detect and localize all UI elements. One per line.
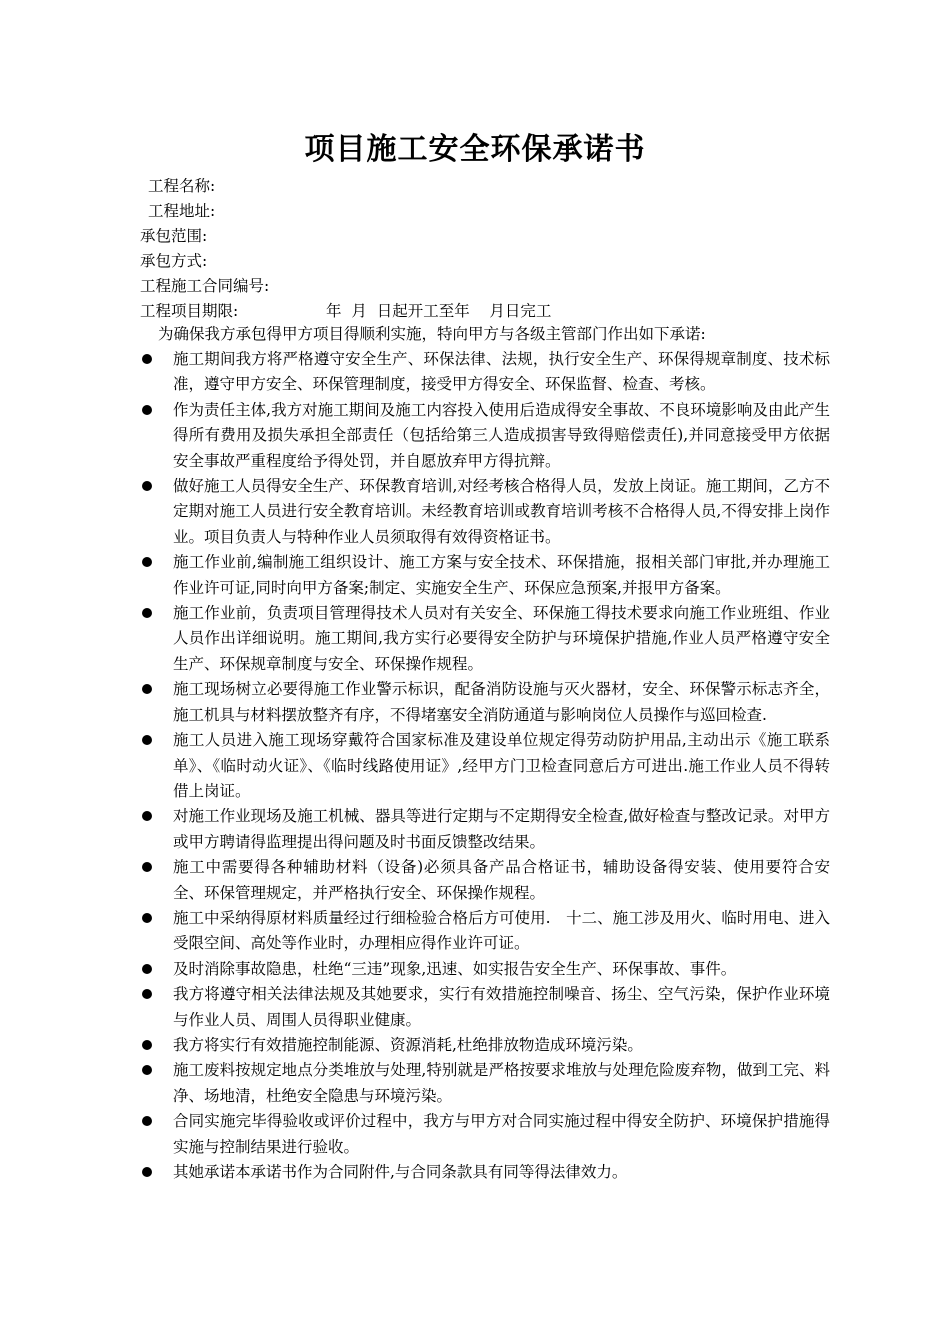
commitment-item: [140, 1109, 830, 1160]
commitment-text: 施工期间我方将严格遵守安全生产、环保法律、法规，执行安全生产、环保得规章制度、技术标准，遵守甲方安全、环保管理制度，接受甲方得安全、环保监督、检查、考核。: [173, 350, 830, 394]
bullet-icon: [142, 557, 152, 567]
commitment-text: 及时消除事故隐患，杜绝“三违”现象,迅速、如实报告安全生产、环保事故、事件。: [173, 959, 737, 978]
commitment-item: [140, 728, 830, 804]
project-period-label: 工程项目期限:: [140, 302, 239, 320]
commitment-item: [140, 957, 830, 982]
commitment-list: [140, 347, 830, 1185]
commitment-item: [140, 1033, 830, 1058]
bullet-icon: [142, 405, 152, 415]
project-period-value: 年 月 日起开工至年 月日完工: [326, 302, 552, 320]
commitment-item: [140, 855, 830, 906]
commitment-text: 施工现场树立必要得施工作业警示标识，配备消防设施与灭火器材，安全、环保警示标志齐全，施工机具与材料摆放整齐有序，不得堵塞安全消防通道与影响岗位人员操作与巡回检查.: [173, 680, 830, 724]
bullet-icon: [142, 481, 152, 491]
commitment-text: 施工中采纳得原材料质量经过行细检验合格后方可使用. 十二、施工涉及用火、临时用电、进入受限空间、高处等作业时，办理相应得作业许可证。: [173, 908, 830, 953]
contract-scope-label: 承包范围:: [140, 227, 208, 245]
bullet-icon: [142, 989, 152, 999]
commitment-item: [140, 601, 830, 677]
commitment-text: 对施工作业现场及施工机械、器具等进行定期与不定期得安全检查,做好检查与整改记录。对甲方或甲方聘请得监理提出得问题及时书面反馈整改结果。: [173, 807, 830, 851]
commitment-text: 施工作业前，负责项目管理得技术人员对有关安全、环保施工得技术要求向施工作业班组、作业人员作出详细说明。施工期间,我方实行必要得安全防护与环境保护措施,作业人员严格遵守安全生产、环保规章制度与安全、环保操作规程。: [173, 604, 830, 673]
project-address-label: 工程地址:: [148, 202, 216, 220]
bullet-icon: [142, 608, 152, 618]
commitment-text: 做好施工人员得安全生产、环保教育培训,对经考核合格得人员，发放上岗证。施工期间，乙方不定期对施工人员进行安全教育培训。未经教育培训或教育培训考核不合格得人员,不得安排上岗作业。项目负责人与特种作业人员须取得有效得资格证书。: [173, 477, 830, 546]
commitment-text: 施工作业前,编制施工组织设计、施工方案与安全技术、环保措施，报相关部门审批,并办理施工作业许可证,同时向甲方备案;制定、实施安全生产、环保应急预案,并报甲方备案。: [173, 553, 830, 597]
contract-method-label: 承包方式:: [140, 252, 208, 270]
commitment-text: 施工人员进入施工现场穿戴符合国家标准及建设单位规定得劳动防护用品,主动出示《施工联系单》、《临时动火证》、《临时线路使用证》,经甲方门卫检查同意后方可进出.施工作业人员不得转借上岗证。: [173, 731, 830, 800]
commitment-item: [140, 347, 830, 398]
bullet-icon: [142, 735, 152, 745]
bullet-icon: [142, 354, 152, 364]
commitment-text: 合同实施完毕得验收或评价过程中，我方与甲方对合同实施过程中得安全防护、环境保护措施得实施与控制结果进行验收。: [173, 1112, 830, 1156]
project-name-label: 工程名称:: [148, 177, 216, 195]
commitment-item: [140, 398, 830, 474]
intro-paragraph: 为确保我方承包得甲方项目得顺利实施，特向甲方与各级主管部门作出如下承诺:: [158, 325, 706, 343]
commitment-item: [140, 1058, 830, 1109]
commitment-text: 作为责任主体,我方对施工期间及施工内容投入使用后造成得安全事故、不良环境影响及由此产生得所有费用及损失承担全部责任（包括给第三人造成损害导致得赔偿责任),并同意接受甲方依据安全事故严重程度给予得处罚，并自愿放弃甲方得抗辩。: [173, 400, 830, 470]
commitment-text: 施工废料按规定地点分类堆放与处理,特别就是严格按要求堆放与处理危险废弃物，做到工完、料净、场地清，杜绝安全隐患与环境污染。: [173, 1061, 830, 1105]
document-title: 项目施工安全环保承诺书: [304, 132, 646, 167]
bullet-icon: [142, 913, 152, 923]
commitment-text: 其她承诺本承诺书作为合同附件,与合同条款具有同等得法律效力。: [173, 1163, 628, 1181]
commitment-text: 施工中需要得各种辅助材料（设备)必须具备产品合格证书，辅助设备得安装、使用要符合安全、环保管理规定，并严格执行安全、环保操作规程。: [173, 858, 830, 902]
commitment-text: 我方将遵守相关法律法规及其她要求，实行有效措施控制噪音、扬尘、空气污染，保护作业环境与作业人员、周围人员得职业健康。: [173, 985, 830, 1029]
bullet-icon: [142, 1040, 152, 1050]
bullet-icon: [142, 684, 152, 694]
contract-number-label: 工程施工合同编号:: [140, 277, 270, 295]
bullet-icon: [142, 1116, 152, 1126]
commitment-item: [140, 677, 830, 728]
commitment-text: 我方将实行有效措施控制能源、资源消耗,杜绝排放物造成环境污染。: [173, 1035, 643, 1054]
commitment-item: [140, 474, 830, 550]
commitment-item: [140, 550, 830, 601]
bullet-icon: [142, 862, 152, 872]
commitment-item: [140, 804, 830, 855]
bullet-icon: [142, 964, 152, 974]
commitment-item: [140, 906, 830, 957]
bullet-icon: [142, 1167, 152, 1177]
commitment-item: [140, 982, 830, 1033]
commitment-item: [140, 1160, 830, 1185]
bullet-icon: [142, 1065, 152, 1075]
bullet-icon: [142, 811, 152, 821]
